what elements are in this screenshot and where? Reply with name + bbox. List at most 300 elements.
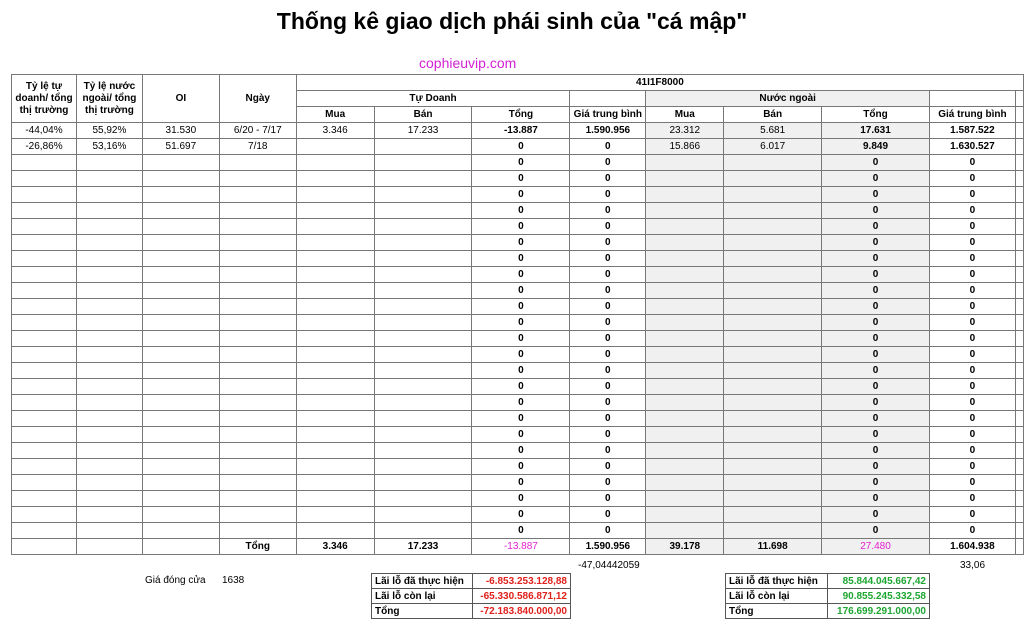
cell-blank bbox=[1015, 427, 1023, 443]
cell-td-mua bbox=[296, 219, 374, 235]
cell-nn-ban bbox=[724, 331, 822, 347]
cell-blank bbox=[1015, 459, 1023, 475]
cell-blank bbox=[1015, 123, 1023, 139]
cell-td-mua bbox=[296, 283, 374, 299]
total-nn-mua: 39.178 bbox=[646, 539, 724, 555]
cell-ngay bbox=[219, 331, 296, 347]
cell-td-tong: 0 bbox=[472, 491, 570, 507]
cell-nn-ban bbox=[724, 235, 822, 251]
table-row bbox=[12, 379, 1024, 395]
cell-ngay bbox=[219, 475, 296, 491]
cell-blank bbox=[1015, 507, 1023, 523]
cell-ngay bbox=[219, 155, 296, 171]
cell-nn-tong: 0 bbox=[822, 379, 930, 395]
cell-td-tong: 0 bbox=[472, 363, 570, 379]
cell-tl-td bbox=[12, 475, 77, 491]
cell-td-gia: 0 bbox=[570, 267, 646, 283]
cell-td-ban bbox=[374, 235, 472, 251]
cell-blank bbox=[1015, 491, 1023, 507]
cell-td-gia: 0 bbox=[570, 203, 646, 219]
cell-nn-ban bbox=[724, 203, 822, 219]
cell-oi bbox=[142, 219, 219, 235]
cell-nn-tong: 0 bbox=[822, 443, 930, 459]
cell-nn-tong: 0 bbox=[822, 219, 930, 235]
cell-nn-ban bbox=[724, 347, 822, 363]
header-oi: OI bbox=[142, 75, 219, 123]
table-row bbox=[12, 139, 1024, 155]
table-row bbox=[12, 507, 1024, 523]
total-nn-tong: 27.480 bbox=[822, 539, 930, 555]
cell-tl-nn bbox=[76, 171, 142, 187]
cell-nn-tong: 0 bbox=[822, 171, 930, 187]
cell-oi bbox=[142, 427, 219, 443]
cell-tl-td bbox=[12, 507, 77, 523]
cell-nn-ban bbox=[724, 411, 822, 427]
cell-nn-gia: 0 bbox=[929, 363, 1015, 379]
cell-nn-ban bbox=[724, 427, 822, 443]
cell-tl-nn bbox=[76, 443, 142, 459]
cell-tl-nn bbox=[76, 187, 142, 203]
header-nn-ban: Bán bbox=[724, 107, 822, 123]
cell-ngay bbox=[219, 315, 296, 331]
header-td-mua: Mua bbox=[296, 107, 374, 123]
table-row bbox=[12, 251, 1024, 267]
cell-td-gia: 0 bbox=[570, 171, 646, 187]
cell-td-mua bbox=[296, 347, 374, 363]
cell-ngay bbox=[219, 427, 296, 443]
header-nn-tong: Tổng bbox=[822, 107, 930, 123]
cell-nn-mua bbox=[646, 171, 724, 187]
cell-td-mua bbox=[296, 315, 374, 331]
cell-ngay bbox=[219, 171, 296, 187]
page-title: Thống kê giao dịch phái sinh của "cá mập" bbox=[276, 8, 748, 34]
cell-td-mua bbox=[296, 331, 374, 347]
cell-ngay bbox=[219, 219, 296, 235]
cell-nn-tong: 0 bbox=[822, 347, 930, 363]
cell-nn-gia: 1.630.527 bbox=[929, 139, 1015, 155]
cell-nn-gia: 0 bbox=[929, 507, 1015, 523]
cell-nn-tong: 0 bbox=[822, 203, 930, 219]
cell-nn-mua bbox=[646, 331, 724, 347]
cell-tl-td bbox=[12, 315, 77, 331]
table-row bbox=[12, 411, 1024, 427]
cell-nn-gia: 0 bbox=[929, 475, 1015, 491]
cell-blank bbox=[1015, 523, 1023, 539]
cell-tl-td bbox=[12, 283, 77, 299]
pl-td-realized-label: Lãi lỗ đã thực hiện bbox=[372, 574, 473, 589]
cell-td-tong: 0 bbox=[472, 315, 570, 331]
cell-nn-mua bbox=[646, 235, 724, 251]
cell-td-mua bbox=[296, 507, 374, 523]
cell-tl-td bbox=[12, 459, 77, 475]
cell-td-mua bbox=[296, 251, 374, 267]
cell-td-gia: 0 bbox=[570, 491, 646, 507]
cell-oi bbox=[142, 523, 219, 539]
cell-blank bbox=[1015, 411, 1023, 427]
cell-td-mua bbox=[296, 379, 374, 395]
cell-td-gia: 0 bbox=[570, 283, 646, 299]
cell-oi bbox=[142, 491, 219, 507]
cell-tl-nn bbox=[76, 331, 142, 347]
cell-tl-nn bbox=[76, 491, 142, 507]
cell-oi bbox=[142, 283, 219, 299]
header-contract: 41I1F8000 bbox=[296, 75, 1023, 91]
cell-nn-tong: 0 bbox=[822, 315, 930, 331]
cell-tl-td bbox=[12, 155, 77, 171]
cell-tl-td bbox=[12, 395, 77, 411]
cell-ngay bbox=[219, 283, 296, 299]
cell-tl-td bbox=[12, 187, 77, 203]
cell-oi bbox=[142, 267, 219, 283]
cell-td-ban bbox=[374, 203, 472, 219]
cell-nn-gia: 0 bbox=[929, 251, 1015, 267]
cell-nn-ban bbox=[724, 475, 822, 491]
cell-td-mua bbox=[296, 139, 374, 155]
cell-nn-mua bbox=[646, 155, 724, 171]
cell-tl-td bbox=[12, 219, 77, 235]
cell-nn-tong: 0 bbox=[822, 395, 930, 411]
cell-ngay bbox=[219, 267, 296, 283]
cell-nn-ban bbox=[724, 491, 822, 507]
cell-td-tong: 0 bbox=[472, 283, 570, 299]
cell-tl-td bbox=[12, 267, 77, 283]
cell-ngay bbox=[219, 443, 296, 459]
cell-nn-gia: 0 bbox=[929, 427, 1015, 443]
table-row bbox=[12, 283, 1024, 299]
cell-ngay bbox=[219, 459, 296, 475]
cell-blank bbox=[1015, 363, 1023, 379]
total-cell-blank bbox=[12, 539, 77, 555]
cell-oi bbox=[142, 251, 219, 267]
cell-oi bbox=[142, 203, 219, 219]
cell-tl-nn bbox=[76, 395, 142, 411]
cell-blank bbox=[1015, 331, 1023, 347]
cell-tl-nn bbox=[76, 251, 142, 267]
cell-td-mua bbox=[296, 395, 374, 411]
cell-td-gia: 0 bbox=[570, 363, 646, 379]
cell-nn-tong: 0 bbox=[822, 251, 930, 267]
cell-td-gia: 0 bbox=[570, 379, 646, 395]
cell-td-ban bbox=[374, 267, 472, 283]
cell-td-tong: -13.887 bbox=[472, 123, 570, 139]
cell-nn-gia: 0 bbox=[929, 155, 1015, 171]
cell-td-mua bbox=[296, 427, 374, 443]
table-row bbox=[12, 347, 1024, 363]
cell-ngay bbox=[219, 363, 296, 379]
cell-tl-nn bbox=[76, 411, 142, 427]
cell-tl-nn bbox=[76, 203, 142, 219]
cell-nn-ban bbox=[724, 459, 822, 475]
cell-td-ban bbox=[374, 411, 472, 427]
cell-td-mua bbox=[296, 475, 374, 491]
cell-td-tong: 0 bbox=[472, 459, 570, 475]
table-row bbox=[12, 299, 1024, 315]
cell-nn-tong: 0 bbox=[822, 267, 930, 283]
cell-td-mua bbox=[296, 187, 374, 203]
cell-td-gia: 0 bbox=[570, 427, 646, 443]
cell-nn-tong: 0 bbox=[822, 187, 930, 203]
cell-tl-nn bbox=[76, 155, 142, 171]
cell-nn-tong: 0 bbox=[822, 427, 930, 443]
cell-td-tong: 0 bbox=[472, 411, 570, 427]
cell-blank bbox=[1015, 475, 1023, 491]
cell-blank bbox=[1015, 379, 1023, 395]
cell-ngay bbox=[219, 347, 296, 363]
total-row bbox=[12, 539, 1024, 555]
cell-nn-mua bbox=[646, 443, 724, 459]
table-row bbox=[12, 219, 1024, 235]
cell-td-tong: 0 bbox=[472, 171, 570, 187]
nn-note: 33,06 bbox=[960, 560, 986, 571]
cell-nn-gia: 0 bbox=[929, 523, 1015, 539]
cell-nn-gia: 0 bbox=[929, 459, 1015, 475]
cell-nn-gia: 0 bbox=[929, 379, 1015, 395]
cell-td-tong: 0 bbox=[472, 155, 570, 171]
cell-nn-mua bbox=[646, 379, 724, 395]
cell-td-gia: 0 bbox=[570, 139, 646, 155]
table-row bbox=[12, 395, 1024, 411]
cell-td-tong: 0 bbox=[472, 347, 570, 363]
cell-ngay bbox=[219, 491, 296, 507]
cell-nn-mua bbox=[646, 203, 724, 219]
cell-nn-gia: 0 bbox=[929, 331, 1015, 347]
cell-nn-mua bbox=[646, 411, 724, 427]
cell-td-tong: 0 bbox=[472, 475, 570, 491]
cell-blank bbox=[1015, 219, 1023, 235]
cell-nn-ban bbox=[724, 283, 822, 299]
cell-oi bbox=[142, 187, 219, 203]
total-nn-ban: 11.698 bbox=[724, 539, 822, 555]
site-watermark[interactable]: cophieuvip.com bbox=[419, 55, 517, 71]
cell-td-tong: 0 bbox=[472, 187, 570, 203]
cell-nn-gia: 0 bbox=[929, 315, 1015, 331]
cell-nn-mua bbox=[646, 363, 724, 379]
cell-tl-nn bbox=[76, 427, 142, 443]
cell-td-tong: 0 bbox=[472, 203, 570, 219]
table-row bbox=[12, 123, 1024, 139]
table-row bbox=[12, 427, 1024, 443]
cell-nn-ban bbox=[724, 379, 822, 395]
total-td-tong: -13.887 bbox=[472, 539, 570, 555]
cell-nn-mua: 15.866 bbox=[646, 139, 724, 155]
cell-nn-mua bbox=[646, 459, 724, 475]
cell-td-mua bbox=[296, 491, 374, 507]
cell-tl-td bbox=[12, 299, 77, 315]
cell-td-tong: 0 bbox=[472, 507, 570, 523]
cell-ngay bbox=[219, 251, 296, 267]
cell-td-ban bbox=[374, 171, 472, 187]
table-body bbox=[12, 123, 1024, 539]
cell-blank bbox=[1015, 347, 1023, 363]
cell-tl-td bbox=[12, 331, 77, 347]
cell-td-ban bbox=[374, 379, 472, 395]
table-row bbox=[12, 475, 1024, 491]
cell-nn-mua bbox=[646, 267, 724, 283]
cell-oi bbox=[142, 459, 219, 475]
cell-td-ban bbox=[374, 219, 472, 235]
cell-nn-gia: 1.587.522 bbox=[929, 123, 1015, 139]
cell-td-mua bbox=[296, 171, 374, 187]
cell-nn-ban: 5.681 bbox=[724, 123, 822, 139]
table-row bbox=[12, 315, 1024, 331]
cell-nn-ban bbox=[724, 363, 822, 379]
closing-price-value: 1638 bbox=[222, 575, 245, 586]
table-row bbox=[12, 459, 1024, 475]
cell-oi bbox=[142, 235, 219, 251]
cell-nn-tong: 0 bbox=[822, 235, 930, 251]
cell-blank bbox=[1015, 155, 1023, 171]
td-note: -47,04442059 bbox=[578, 560, 640, 571]
cell-nn-tong: 0 bbox=[822, 331, 930, 347]
cell-td-ban bbox=[374, 299, 472, 315]
cell-ngay bbox=[219, 187, 296, 203]
table-row bbox=[12, 235, 1024, 251]
cell-ngay bbox=[219, 523, 296, 539]
cell-oi bbox=[142, 347, 219, 363]
cell-td-gia: 0 bbox=[570, 411, 646, 427]
cell-nn-tong: 17.631 bbox=[822, 123, 930, 139]
cell-tl-td bbox=[12, 251, 77, 267]
cell-td-ban bbox=[374, 507, 472, 523]
cell-nn-mua bbox=[646, 315, 724, 331]
cell-td-ban bbox=[374, 315, 472, 331]
cell-blank bbox=[1015, 203, 1023, 219]
cell-tl-nn bbox=[76, 507, 142, 523]
header-tu-doanh: Tự Doanh bbox=[296, 91, 570, 107]
total-cell-blank bbox=[76, 539, 142, 555]
cell-tl-nn bbox=[76, 315, 142, 331]
derivatives-table bbox=[11, 74, 1024, 555]
cell-oi bbox=[142, 395, 219, 411]
cell-nn-ban bbox=[724, 251, 822, 267]
pl-td-total-label: Tổng bbox=[372, 604, 473, 619]
cell-tl-td bbox=[12, 443, 77, 459]
cell-td-ban bbox=[374, 187, 472, 203]
cell-td-mua: 3.346 bbox=[296, 123, 374, 139]
cell-nn-mua bbox=[646, 251, 724, 267]
total-cell-blank bbox=[142, 539, 219, 555]
cell-td-ban bbox=[374, 395, 472, 411]
pl-nn-realized-label: Lãi lỗ đã thực hiện bbox=[726, 574, 828, 589]
cell-tl-nn bbox=[76, 299, 142, 315]
table-row bbox=[12, 491, 1024, 507]
table-row bbox=[12, 203, 1024, 219]
cell-nn-tong: 0 bbox=[822, 155, 930, 171]
cell-blank bbox=[1015, 171, 1023, 187]
cell-nn-gia: 0 bbox=[929, 187, 1015, 203]
header-td-gia: Giá trung bình bbox=[570, 107, 646, 123]
cell-td-mua bbox=[296, 299, 374, 315]
cell-oi bbox=[142, 299, 219, 315]
cell-td-tong: 0 bbox=[472, 251, 570, 267]
cell-nn-ban bbox=[724, 395, 822, 411]
total-td-ban: 17.233 bbox=[374, 539, 472, 555]
cell-nn-mua bbox=[646, 299, 724, 315]
cell-nn-mua bbox=[646, 219, 724, 235]
pl-nn-total: 176.699.291.000,00 bbox=[827, 604, 929, 619]
pl-tu-doanh bbox=[371, 573, 571, 619]
cell-td-tong: 0 bbox=[472, 219, 570, 235]
cell-td-tong: 0 bbox=[472, 443, 570, 459]
table-row bbox=[12, 443, 1024, 459]
cell-nn-gia: 0 bbox=[929, 299, 1015, 315]
cell-tl-nn bbox=[76, 267, 142, 283]
cell-td-gia: 0 bbox=[570, 155, 646, 171]
cell-td-gia: 0 bbox=[570, 443, 646, 459]
pl-nn-remaining: 90.855.245.332,58 bbox=[827, 589, 929, 604]
cell-blank bbox=[1015, 267, 1023, 283]
pl-nn-realized: 85.844.045.667,42 bbox=[827, 574, 929, 589]
header-nn-gia: Giá trung bình bbox=[929, 107, 1015, 123]
cell-nn-mua bbox=[646, 187, 724, 203]
cell-td-gia: 0 bbox=[570, 299, 646, 315]
cell-tl-nn: 55,92% bbox=[76, 123, 142, 139]
cell-blank bbox=[1015, 251, 1023, 267]
cell-nn-ban bbox=[724, 443, 822, 459]
header-td-tong: Tổng bbox=[472, 107, 570, 123]
cell-td-ban bbox=[374, 427, 472, 443]
cell-nn-ban bbox=[724, 507, 822, 523]
cell-ngay: 7/18 bbox=[219, 139, 296, 155]
cell-nn-mua bbox=[646, 507, 724, 523]
cell-nn-tong: 0 bbox=[822, 523, 930, 539]
pl-td-realized: -6.853.253.128,88 bbox=[472, 574, 570, 589]
cell-ngay bbox=[219, 203, 296, 219]
cell-tl-nn bbox=[76, 379, 142, 395]
cell-nn-gia: 0 bbox=[929, 267, 1015, 283]
total-td-gia: 1.590.956 bbox=[570, 539, 646, 555]
cell-tl-nn: 53,16% bbox=[76, 139, 142, 155]
cell-td-mua bbox=[296, 459, 374, 475]
cell-td-tong: 0 bbox=[472, 267, 570, 283]
cell-nn-ban bbox=[724, 171, 822, 187]
cell-blank bbox=[1015, 443, 1023, 459]
cell-nn-ban bbox=[724, 219, 822, 235]
cell-td-gia: 0 bbox=[570, 523, 646, 539]
cell-ngay bbox=[219, 235, 296, 251]
cell-oi: 51.697 bbox=[142, 139, 219, 155]
cell-td-mua bbox=[296, 363, 374, 379]
cell-td-gia: 0 bbox=[570, 331, 646, 347]
cell-nn-gia: 0 bbox=[929, 347, 1015, 363]
cell-nn-mua bbox=[646, 427, 724, 443]
cell-td-gia: 0 bbox=[570, 235, 646, 251]
cell-td-gia: 0 bbox=[570, 347, 646, 363]
cell-tl-td bbox=[12, 235, 77, 251]
cell-tl-nn bbox=[76, 459, 142, 475]
cell-td-gia: 0 bbox=[570, 315, 646, 331]
cell-nn-mua bbox=[646, 475, 724, 491]
cell-blank bbox=[1015, 139, 1023, 155]
cell-td-gia: 0 bbox=[570, 507, 646, 523]
cell-td-tong: 0 bbox=[472, 395, 570, 411]
cell-nn-tong: 0 bbox=[822, 363, 930, 379]
cell-ngay bbox=[219, 411, 296, 427]
table-row bbox=[12, 523, 1024, 539]
cell-blank bbox=[1015, 187, 1023, 203]
cell-td-mua bbox=[296, 411, 374, 427]
cell-td-gia: 0 bbox=[570, 187, 646, 203]
table-row bbox=[12, 171, 1024, 187]
cell-tl-td bbox=[12, 363, 77, 379]
cell-nn-gia: 0 bbox=[929, 411, 1015, 427]
cell-td-gia: 0 bbox=[570, 459, 646, 475]
cell-oi bbox=[142, 443, 219, 459]
cell-nn-gia: 0 bbox=[929, 235, 1015, 251]
cell-td-ban bbox=[374, 363, 472, 379]
table-row bbox=[12, 155, 1024, 171]
cell-td-ban bbox=[374, 331, 472, 347]
